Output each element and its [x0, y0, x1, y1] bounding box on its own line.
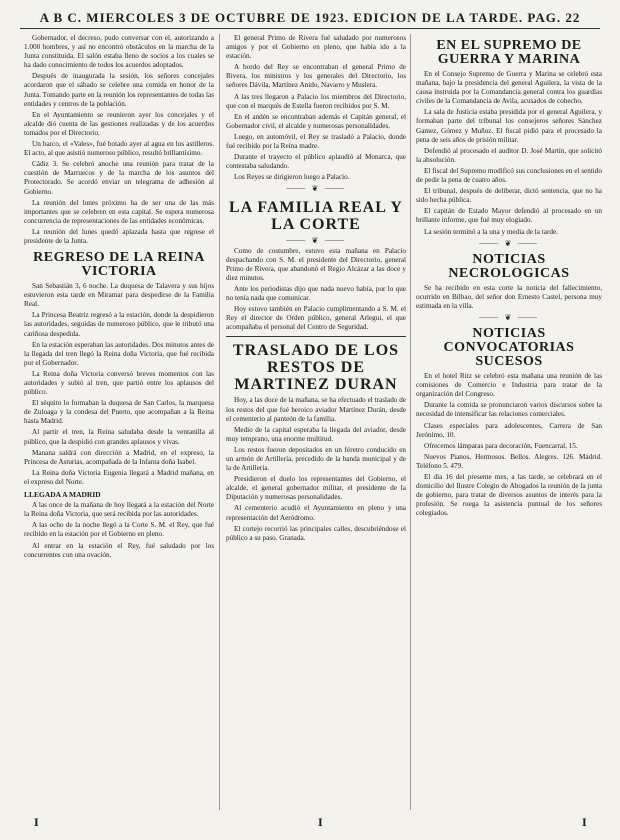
- article-paragraph: En el andén se encontraban además el Capitán general, el Gobernador civil, el alcalde y numerosas personalidades.: [226, 112, 406, 130]
- article-paragraph: En el Consejo Supremo de Guerra y Marina se celebró esta mañana, bajo la presidencia del general Aguilera, la vista de la causa instruida por la Comandancia general contra los guardias civiles de la Comandancia de Avila, acusados de cohecho.: [416, 70, 602, 106]
- headline-traslado-restos: TRASLADO DE LOS RESTOS DE MARTINEZ DURAN: [232, 342, 400, 394]
- classified-ad: Clases especiales para adolescentes, Carrera de San Jerónimo, 10.: [416, 421, 602, 439]
- ornament-divider: ⸻ ❦ ⸻: [478, 312, 540, 322]
- article-paragraph: El capitán de Estado Mayor defendió al procesado en un brillante informe, que fué muy elogiado.: [416, 207, 602, 225]
- article-paragraph: Los restos fueron depositados en un féretro conducido en un armón de Artillería, precedido de la banda municipal y de la de Artillería.: [226, 445, 406, 473]
- classified-ad: Nuevos Pianos, Hermosos. Bellos. Alegres. 126. Madrid. Teléfono 5. 479.: [416, 452, 602, 470]
- headline-supremo-guerra: EN EL SUPREMO DE GUERRA Y MARINA: [436, 38, 582, 67]
- section-rule: [226, 336, 406, 337]
- headline-noticias-convocatorias: NOTICIAS CONVOCATORIAS SUCESOS: [443, 326, 575, 370]
- article-paragraph: Luego, en automóvil, el Rey se trasladó a Palacio, donde fué recibido por la Reina madre.: [226, 132, 406, 151]
- article-paragraph: A bordo del Rey se encontraban el general Primo de Rivera, los ministros y los generales del Directorio, los señores Dávila, Martínez Anido, Navarro y Muslera.: [226, 63, 406, 90]
- footer-mark-right: I: [582, 818, 587, 829]
- ornament-divider: ⸻ ❦ ⸻: [285, 235, 347, 245]
- article-paragraph: Hoy estuvo también en Palacio cumplimentando a S. M. el Rey el director de Orden público, general Arlegui, el que acompañaba el personal del Centro de Seguridad.: [226, 305, 406, 332]
- article-paragraph: A las once de la mañana de hoy llegará a la estación del Norte la Reina doña Victoria, que será recibida por las autoridades.: [24, 501, 214, 519]
- article-paragraph: El día 16 del presente mes, a las tarde, se celebrará en el domicilio del Ilustre Colegio de Abogados la reunión de la junta de gobierno, para tratar de diversos asuntos de interés para la profesión. Se ruega la asistencia puntual de los señores colegiados.: [416, 473, 602, 518]
- article-paragraph: La sala de Justicia estaba presidida por el general Aguilera, y formaban parte del tribunal los consejeros señores Sánchez Gamez, Gómez y Muñoz. El fiscal pidió para el procesado la pena de seis años de prisión militar.: [416, 108, 602, 144]
- article-paragraph: Durante el trayecto el público aplaudió al Monarca, que contestaba saludando.: [226, 153, 406, 171]
- footer-mark-left: I: [34, 818, 39, 829]
- article-paragraph: A las tres llegaron a Palacio los miembros del Directorio, que con el marqués de Estella fueron recibidos por S. M.: [226, 92, 406, 110]
- article-paragraph: Se ha recibido en esta corte la noticia del fallecimiento, ocurrido en Bilbao, del señor don Ernesto Castel, persona muy estimada en la villa.: [416, 283, 602, 310]
- article-paragraph: Como de costumbre, estuvo esta mañana en Palacio despachando con S. M. el presidente del Directorio, general Primo de Rivera, que abandonó el Regio Alcázar a las doce y diez minutos.: [226, 246, 406, 282]
- article-paragraph: La reunión del lunes quedó aplazada hasta que regrese el presidente de la Junta.: [24, 227, 214, 245]
- column-divider: [219, 34, 220, 810]
- article-paragraph: Medio de la capital esperaba la llegada del aviador, desde muy temprano, una enorme multitud.: [226, 425, 406, 443]
- footer-mark-mid: I: [318, 818, 323, 829]
- headline-noticias-necrologicas: NOTICIAS NECROLOGICAS: [448, 251, 570, 281]
- column-2: [226, 34, 406, 810]
- article-paragraph: La Reina doña Victoria Eugenia llegará a Madrid mañana, en el expreso del Norte.: [24, 468, 214, 486]
- headline-regreso-reina: REGRESO DE LA REINA VICTORIA: [33, 250, 205, 280]
- column-3: [416, 34, 602, 810]
- article-paragraph: Hoy, a las doce de la mañana, se ha efectuado el traslado de los restos del que fué heroico aviador Martínez Durán, desde el cementerio al panteón de la familia.: [226, 396, 406, 423]
- ornament-divider: ⸻ ❦ ⸻: [285, 184, 347, 194]
- column-divider: [410, 34, 411, 810]
- footer-marks: [0, 818, 620, 832]
- article-paragraph: En la estación esperaban las autoridades. Dos minutos antes de la llegada del tren llegó la Reina doña Victoria, que fué recibida por el Gobernador.: [24, 340, 214, 367]
- article-paragraph: La Princesa Beatriz regresó a la estación, donde la despidieron las autoridades, seguidas de numeroso público, que le tributó una cariñosa despedida.: [24, 311, 214, 338]
- article-paragraph: En el hotel Ritz se celebró esta mañana una reunión de las comisiones de Comercio e Industria para tratar de la organización del Congreso.: [416, 372, 602, 399]
- column-1: [24, 34, 214, 810]
- article-paragraph: Durante la comida se pronunciaron varios discursos sobre la necesidad de intensificar las relaciones comerciales.: [416, 401, 602, 419]
- article-paragraph: Gobernador, el decreso, pudo conversar con el, autorizando a 1.000 hombres, y así no encontró obstáculos en la marcha de la Junta constituida. El salón estaba lleno de socios a los cuales se ha dado conocimiento de todos los acuerdos adoptados.: [24, 34, 214, 70]
- article-paragraph: El séquito lo formaban la duquesa de San Carlos, la marquesa de Zuloaga y la condesa del Puerto, que acompañan a la Reina hasta Madrid.: [24, 399, 214, 426]
- article-paragraph: Manana saldrá con dirección a Madrid, en el expreso, la Princesa de Asturias, acompañada de la Infanta doña Isabel.: [24, 448, 214, 466]
- article-paragraph: Defendió al procesado el auditor D. José Martín, que solicitó la absolución.: [416, 146, 602, 164]
- article-paragraph: La reunión del lunes próximo ha de ser una de las más importantes que se celebren en esta capital. Se espera numerosa concurrencia de representaciones de las entidades económicas.: [24, 198, 214, 225]
- article-paragraph: Ante los periodistas dijo que nada nuevo había, por lo que no tenía nada que comunicar.: [226, 284, 406, 303]
- article-paragraph: Al entrar en la estación el Rey, fué saludado por los concurrentes con una ovación.: [24, 541, 214, 559]
- article-paragraph: Presidieron el duelo los representantes del Gobierno, el alcalde, el general gobernador militar, el presidente de la Diputación y numerosas personalidades.: [226, 475, 406, 502]
- article-paragraph: El cortejo recorrió las principales calles, descubriéndose el público a su paso. Granada.: [226, 524, 406, 542]
- article-paragraph: El fiscal del Supremo modificó sus conclusiones en el sentido de pedir la pena de cuatro años.: [416, 166, 602, 185]
- article-paragraph: Los Reyes se dirigieron luego a Palacio.: [234, 173, 350, 182]
- ornament-divider: ⸻ ❦ ⸻: [478, 238, 540, 248]
- article-paragraph: A las ocho de la noche llegó a la Corte S. M. el Rey, que fué recibido en la estación por el Gobierno en pleno.: [24, 521, 214, 539]
- masthead: A B C. MIERCOLES 3 DE OCTUBRE DE 1923. EDICION DE LA TARDE. PAG. 22: [20, 8, 600, 29]
- article-paragraph: La Reina doña Victoria conversó breves momentos con las autoridades y subió al tren, que partió entre los aplausos del público.: [24, 369, 214, 397]
- article-paragraph: Después de inaugurada la sesión, los señores concejales acordaron que el sábado se celebre una comida en honor de la Junta. Tomando parte en la reunión los representantes de todas las entidades y centros de la población.: [24, 72, 214, 108]
- article-paragraph: Al cementerio acudió el Ayuntamiento en pleno y una representación del Aeródromo.: [226, 504, 406, 522]
- classified-ad: Ofrecemos lámparas para decoración, Fuencarral, 15.: [424, 441, 578, 450]
- article-paragraph: En el Ayuntamiento se reunieron ayer los concejales y el alcalde dió cuenta de las gestiones realizadas y de los acuerdos tomados por el Directorio.: [24, 110, 214, 137]
- subheading-llegada-madrid: LLEGADA A MADRID: [24, 490, 101, 500]
- article-paragraph: El tribunal, después de deliberar, dictó sentencia, que no ha sido hecha pública.: [416, 187, 602, 205]
- article-paragraph: San Sebastián 3, 6 noche. La duquesa de Talavera y sus hijos estuvieron esta tarde en Miramar para despedirse de la Familia Real.: [24, 282, 214, 309]
- article-paragraph: La sesión terminó a la una y media de la tarde.: [424, 227, 558, 236]
- article-paragraph: Cádiz 3. Se celebró anoche una reunión para tratar de la cuestión de Marruecos y de la marcha de los asuntos del Protectorado. Se acordó enviar un telegrama de adhesión al Gobierno.: [24, 160, 214, 196]
- headline-familia-real: LA FAMILIA REAL Y LA CORTE: [229, 198, 403, 233]
- article-paragraph: El general Primo de Rivera fué saludado por numerosos amigos y por el Gobierno en pleno, que había ido a la estación.: [226, 34, 406, 61]
- article-paragraph: Al partir el tren, la Reina saludaba desde la ventanilla al público, que la despidió con grandes aplausos y vivas.: [24, 428, 214, 446]
- article-paragraph: Un barco, el «Vales», fué botado ayer al agua en los astilleros. El acto, al que asistió numeroso público, resultó brillantísimo.: [24, 140, 214, 158]
